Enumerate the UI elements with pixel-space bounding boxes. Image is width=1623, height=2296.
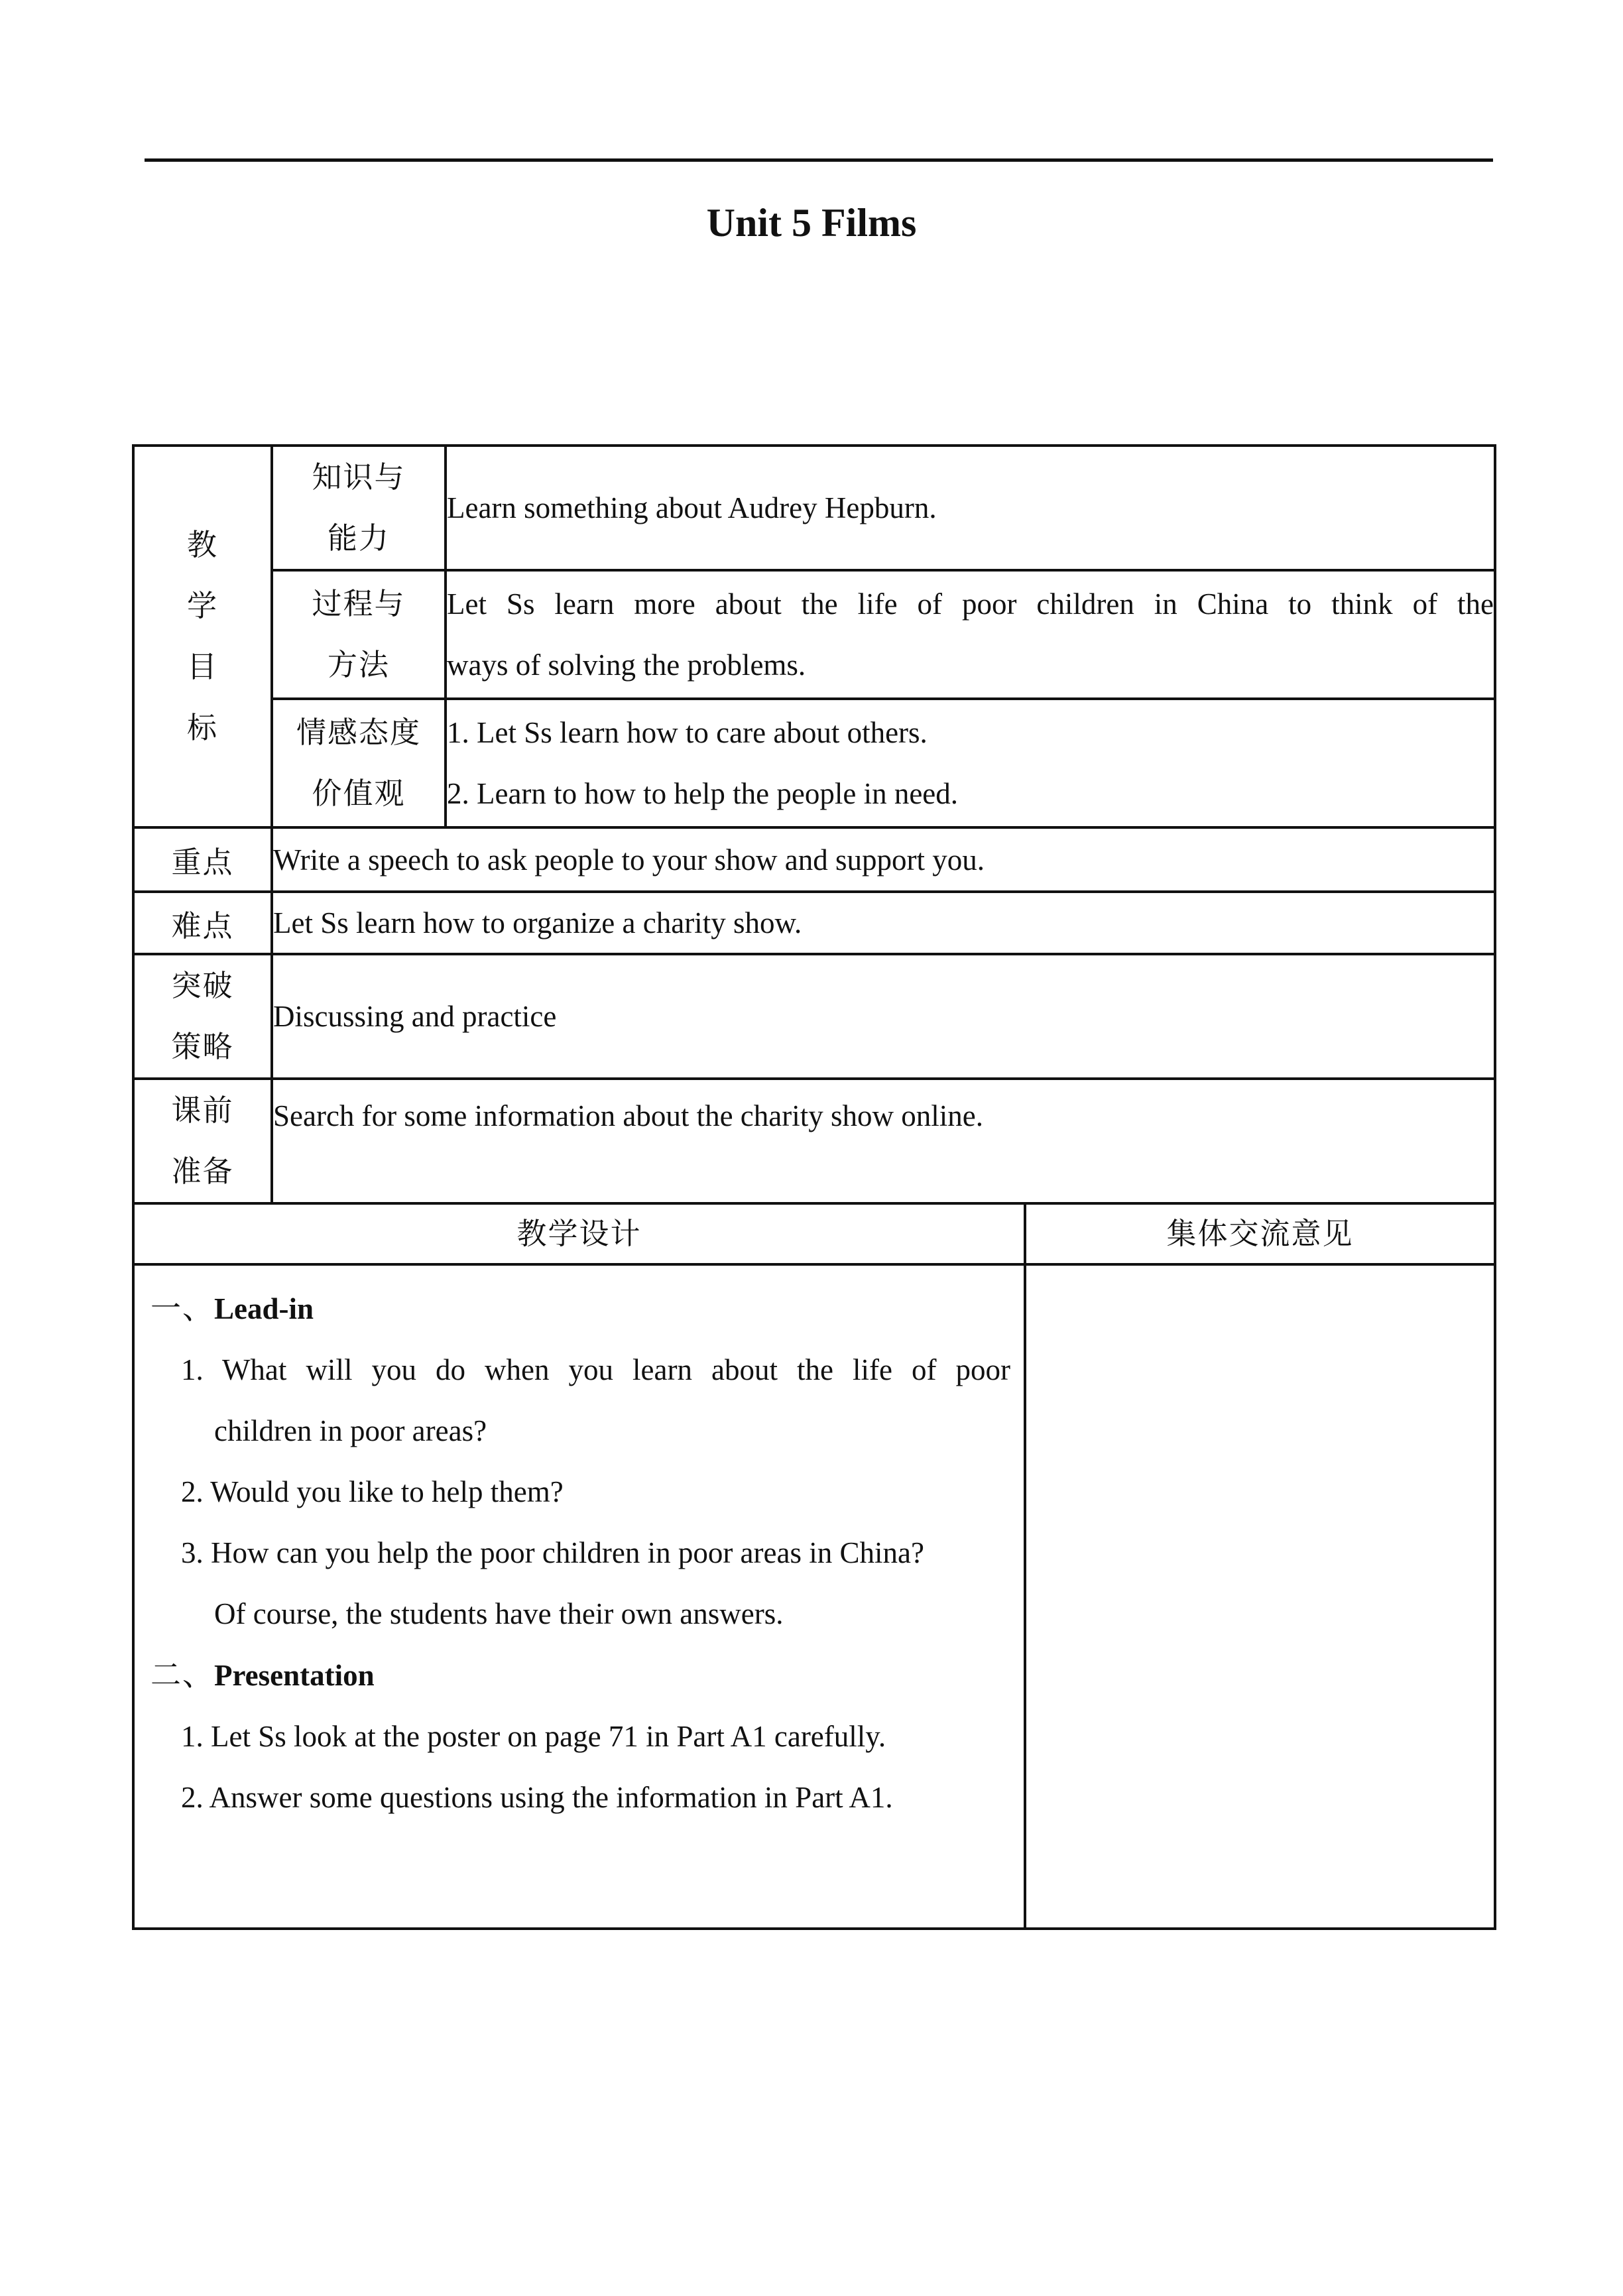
strategy-label: 突破 策略 (133, 954, 272, 1079)
design-content (133, 1264, 1025, 1929)
objectives-label: 教 学 目 标 (133, 446, 272, 827)
design-header-row (133, 1203, 1495, 1264)
objective-row-knowledge (133, 446, 1495, 570)
preparation-row (133, 1079, 1495, 1203)
list-item: Of course, the students have their own answers. (214, 1597, 784, 1630)
difficulty-row (133, 892, 1495, 954)
key-point-row (133, 827, 1495, 892)
page-title: Unit 5 Films (706, 201, 917, 245)
list-item: 1. Let Ss look at the poster on page 71 in Part A1 carefully. (181, 1720, 886, 1753)
objective-sub-label: 情感态度 价值观 (272, 699, 446, 827)
list-item: 1. What will you do when you learn about the life of poor (181, 1353, 1010, 1386)
objective-row-emotion (133, 699, 1495, 827)
objective-text: Learn something about Audrey Hepburn. (446, 446, 1495, 570)
list-item: 2. Answer some questions using the information in Part A1. (181, 1781, 893, 1814)
design-body-row (133, 1264, 1495, 1929)
section-heading-presentation: 二、Presentation (150, 1657, 375, 1693)
header-rule (145, 158, 1493, 162)
difficulty-text: Let Ss learn how to organize a charity show. (272, 892, 1495, 954)
strategy-row (133, 954, 1495, 1079)
feedback-cell (1025, 1264, 1495, 1929)
list-item: 3. How can you help the poor children in poor areas in China? (181, 1536, 924, 1569)
difficulty-label: 难点 (133, 892, 272, 954)
list-item: 2. Would you like to help them? (181, 1475, 564, 1508)
design-header: 教学设计 (133, 1203, 1025, 1264)
objective-sub-label: 知识与 能力 (272, 446, 446, 570)
objective-text: Let Ss learn more about the life of poor children in China to think of the ways of solving the problems. (446, 570, 1495, 699)
section-heading-lead-in: 一、Lead-in (150, 1290, 314, 1326)
objective-sub-label: 过程与 方法 (272, 570, 446, 699)
strategy-text: Discussing and practice (272, 954, 1495, 1079)
key-point-label: 重点 (133, 827, 272, 892)
key-point-text: Write a speech to ask people to your show and support you. (272, 827, 1495, 892)
objective-row-process (133, 570, 1495, 699)
preparation-text: Search for some information about the charity show online. (272, 1079, 1495, 1203)
preparation-label: 课前 准备 (133, 1079, 272, 1203)
objective-text: 1. Let Ss learn how to care about others. 2. Learn to how to help the people in need. (446, 699, 1495, 827)
lesson-plan-table (132, 444, 1496, 1930)
feedback-header: 集体交流意见 (1025, 1203, 1495, 1264)
list-item: children in poor areas? (214, 1414, 487, 1447)
